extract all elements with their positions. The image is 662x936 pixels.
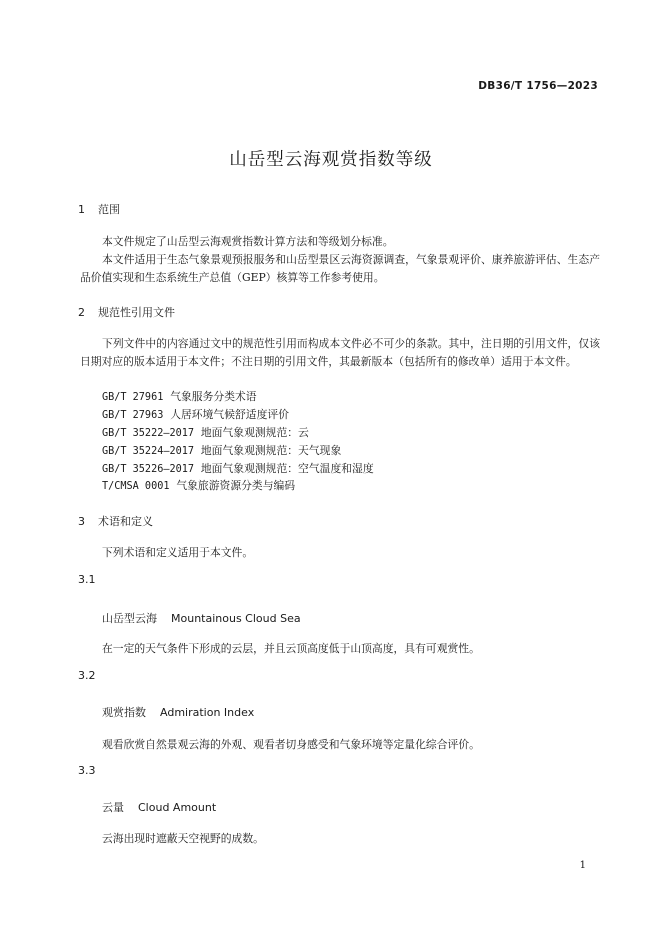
section-number: 3 — [78, 515, 85, 528]
term-number: 3.3 — [78, 764, 96, 777]
reference-title: 地面气象观测规范：天气现象 — [200, 444, 342, 457]
section-title: 术语和定义 — [98, 515, 153, 528]
paragraph-text: 本文件规定了山岳型云海观赏指数计算方法和等级划分标准。 — [102, 235, 394, 248]
reference-item — [102, 478, 295, 493]
section-2-paragraph — [80, 335, 600, 370]
section-1-paragraph-2 — [80, 251, 600, 286]
section-3-intro: 下列术语和定义适用于本文件。 — [102, 546, 254, 559]
term-definition: 云海出现时遮蔽天空视野的成数。 — [102, 832, 264, 845]
term-en: Cloud Amount — [138, 801, 217, 814]
section-title: 规范性引用文件 — [98, 306, 175, 319]
paragraph-text: 本文件适用于生态气象景观预报服务和山岳型景区云海资源调查，气象景观评价、康养旅游评估、生态产品价值实现和生态系统生产总值（GEP）核算等工作参考使用。 — [80, 253, 600, 284]
term-zh: 云量 — [102, 801, 124, 814]
reference-code: GB/T 27961 — [102, 392, 164, 403]
standard-code: DB36/T 1756—2023 — [478, 80, 598, 92]
term-en: Admiration Index — [160, 706, 255, 719]
reference-item — [102, 389, 257, 404]
reference-title: 人居环境气候舒适度评价 — [170, 408, 289, 421]
reference-item — [102, 443, 341, 458]
reference-item — [102, 425, 309, 440]
paragraph-text: 下列文件中的内容通过文中的规范性引用而构成本文件必不可少的条款。其中，注日期的引用文件，仅该日期对应的版本适用于本文件；不注日期的引用文件，其最新版本（包括所有的修改单）适用于本文件。 — [80, 337, 600, 368]
term-en: Mountainous Cloud Sea — [171, 612, 301, 625]
term-definition: 观看欣赏自然景观云海的外观、观看者切身感受和气象环境等定量化综合评价。 — [102, 738, 480, 751]
reference-title: 气象旅游资源分类与编码 — [176, 479, 296, 492]
reference-title: 地面气象观测规范：空气温度和湿度 — [200, 462, 374, 475]
term-zh: 观赏指数 — [102, 706, 146, 719]
section-2-heading — [78, 304, 175, 320]
term-zh: 山岳型云海 — [102, 612, 157, 625]
reference-code: T/CMSA 0001 — [102, 481, 170, 492]
section-number: 2 — [78, 306, 85, 319]
reference-title: 地面气象观测规范：云 — [200, 426, 309, 439]
document-title: 山岳型云海观赏指数等级 — [229, 150, 433, 170]
reference-code: GB/T 35226—2017 — [102, 464, 195, 475]
section-title: 范围 — [98, 203, 120, 216]
section-1-paragraph-1 — [80, 233, 600, 251]
reference-item — [102, 407, 289, 422]
term-definition: 在一定的天气条件下形成的云层，并且云顶高度低于山顶高度，具有可观赏性。 — [102, 642, 480, 655]
reference-code: GB/T 27963 — [102, 410, 164, 421]
reference-code: GB/T 35222—2017 — [102, 428, 195, 439]
term-heading — [102, 799, 216, 815]
term-heading — [102, 610, 301, 626]
section-3-heading — [78, 513, 153, 529]
page-number: 1 — [579, 860, 586, 871]
reference-code: GB/T 35224—2017 — [102, 446, 195, 457]
section-number: 1 — [78, 203, 85, 216]
term-number: 3.2 — [78, 669, 96, 682]
reference-title: 气象服务分类术语 — [170, 390, 257, 403]
section-1-heading — [78, 201, 120, 217]
reference-item — [102, 461, 374, 476]
term-heading — [102, 704, 254, 720]
term-number: 3.1 — [78, 573, 96, 586]
